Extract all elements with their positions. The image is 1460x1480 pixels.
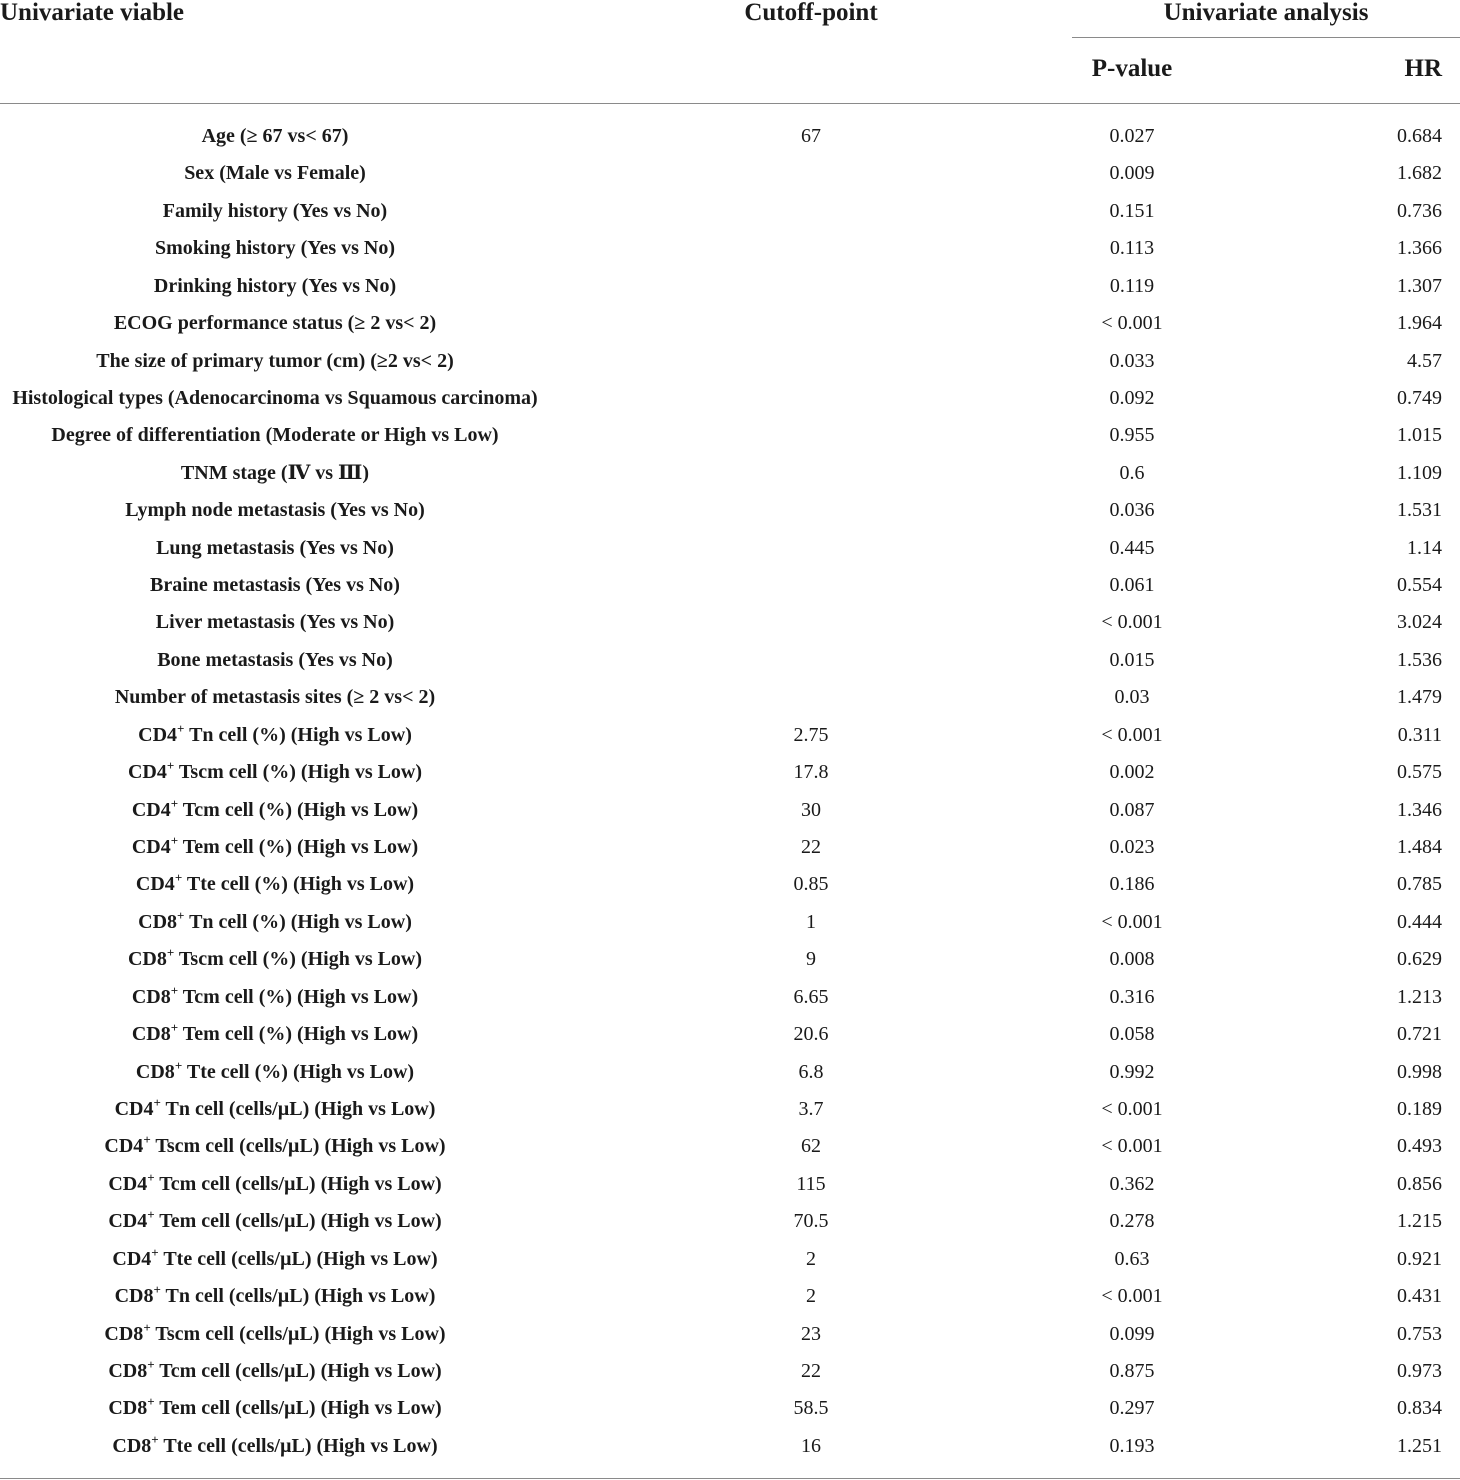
variable-cell: [0, 642, 550, 679]
variable-cell: [0, 155, 550, 192]
p-value-cell: 0.362: [1109, 1172, 1155, 1195]
table-row: [0, 1128, 1460, 1165]
variable-cell: [0, 1203, 550, 1240]
hr-cell: 0.629: [1397, 948, 1442, 971]
variable-label-suffix: Tem cell (cells/µL) (High vs Low): [154, 1397, 442, 1420]
variable-label-suffix: Tscm cell (%) (High vs Low): [174, 948, 423, 971]
table-row: [0, 1203, 1460, 1240]
table-row: [0, 1241, 1460, 1278]
variable-superscript: +: [166, 758, 175, 774]
variable-superscript: +: [143, 1132, 151, 1148]
hr-cell: 0.721: [1397, 1023, 1442, 1046]
hr-cell: 0.856: [1397, 1172, 1442, 1195]
hr-cell: 0.189: [1397, 1097, 1442, 1120]
table-row: [0, 979, 1460, 1016]
variable-label: CD4: [114, 1097, 154, 1120]
variable-label: Drinking history (Yes vs No): [153, 274, 397, 297]
p-value-cell: 0.008: [1109, 948, 1155, 971]
variable-cell: [0, 1166, 550, 1203]
variable-superscript: +: [151, 1431, 159, 1447]
cutoff-cell: 67: [801, 125, 821, 147]
variable-label: CD4: [112, 1247, 152, 1270]
variable-superscript: +: [147, 1356, 155, 1372]
variable-label-suffix: Tn cell (cells/µL) (High vs Low): [160, 1285, 436, 1308]
table-row: [0, 118, 1460, 155]
p-value-cell: 0.099: [1109, 1322, 1155, 1345]
hr-cell: 0.749: [1397, 386, 1442, 409]
variable-label: CD4: [135, 873, 175, 896]
variable-superscript: +: [177, 907, 185, 923]
variable-superscript: +: [143, 1319, 151, 1335]
p-value-cell: 0.119: [1109, 274, 1155, 297]
variable-label: Braine metastasis (Yes vs No): [150, 574, 400, 597]
table-row: [0, 1316, 1460, 1353]
hr-cell: 0.684: [1397, 125, 1442, 147]
variable-label-suffix: Tte cell (%) (High vs Low): [182, 1060, 415, 1083]
variable-label: CD8: [112, 1434, 152, 1457]
variable-cell: [0, 380, 550, 417]
variable-label: CD8: [114, 1285, 154, 1308]
header-p-value: P-value: [1091, 55, 1173, 82]
table-row: [0, 941, 1460, 978]
variable-label: Bone metastasis (Yes vs No): [157, 648, 393, 671]
variable-label-suffix: Tn cell (%) (High vs Low): [184, 723, 412, 746]
variable-superscript: +: [147, 1169, 155, 1185]
header-group-rule: [1072, 37, 1460, 38]
cutoff-cell: 6.65: [793, 985, 829, 1008]
hr-cell: 0.575: [1397, 761, 1442, 784]
variable-label: CD4: [138, 723, 178, 746]
p-value-cell: 0.955: [1109, 424, 1155, 447]
p-value-cell: < 0.001: [1101, 910, 1163, 933]
p-value-cell: 0.009: [1109, 162, 1155, 185]
variable-cell: [0, 530, 550, 567]
hr-cell: 1.484: [1397, 836, 1442, 859]
table-row: [0, 155, 1460, 192]
hr-cell: 1.346: [1397, 798, 1442, 821]
cutoff-cell: 70.5: [793, 1210, 829, 1233]
variable-cell: [0, 754, 550, 791]
cutoff-cell: 23: [801, 1322, 821, 1345]
hr-cell: 1.015: [1397, 424, 1442, 447]
table-row: [0, 417, 1460, 454]
table-row: [0, 193, 1460, 230]
table-row: [0, 1428, 1460, 1465]
hr-cell: 0.736: [1397, 199, 1442, 222]
variable-label: Lung metastasis (Yes vs No): [156, 536, 394, 559]
table-row: [0, 1353, 1460, 1390]
variable-cell: [0, 1390, 550, 1427]
hr-cell: 0.493: [1397, 1135, 1442, 1158]
variable-label: CD8: [135, 1060, 175, 1083]
cutoff-cell: 22: [801, 1359, 821, 1382]
variable-label-suffix: Tem cell (%) (High vs Low): [178, 836, 419, 859]
variable-label: CD4: [131, 798, 171, 821]
hr-cell: 0.998: [1397, 1060, 1442, 1083]
table-row: [0, 679, 1460, 716]
variable-label-suffix: Tscm cell (cells/µL) (High vs Low): [150, 1322, 446, 1345]
variable-cell: [0, 305, 550, 342]
hr-cell: 1.531: [1397, 499, 1442, 522]
variable-cell: [0, 829, 550, 866]
variable-cell: [0, 1054, 550, 1091]
variable-cell: [0, 1428, 550, 1465]
table-row: [0, 455, 1460, 492]
p-value-cell: 0.186: [1109, 873, 1155, 896]
cutoff-cell: 20.6: [793, 1023, 829, 1046]
table-row: [0, 604, 1460, 641]
variable-label: CD4: [127, 761, 167, 784]
variable-superscript: +: [153, 1094, 161, 1110]
cutoff-cell: 62: [801, 1135, 821, 1158]
hr-cell: 1.366: [1397, 237, 1442, 260]
variable-superscript: +: [170, 982, 179, 998]
variable-cell: [0, 941, 550, 978]
p-value-cell: 0.058: [1109, 1023, 1155, 1046]
hr-cell: 3.024: [1397, 611, 1442, 634]
variable-superscript: +: [170, 833, 179, 849]
variable-label: CD4: [108, 1172, 148, 1195]
table-bottom-rule: [0, 1478, 1460, 1479]
table-row: [0, 343, 1460, 380]
header-univariate-analysis: Univariate analysis: [1163, 0, 1369, 26]
variable-label-suffix: Tte cell (cells/µL) (High vs Low): [158, 1434, 438, 1457]
variable-label-suffix: Tscm cell (cells/µL) (High vs Low): [150, 1135, 446, 1158]
cutoff-cell: 2.75: [793, 723, 829, 746]
variable-label: Age (≥ 67 vs< 67): [201, 125, 349, 147]
variable-label: CD4: [104, 1135, 144, 1158]
header-bottom-rule: [0, 103, 1460, 104]
hr-cell: 0.785: [1397, 873, 1442, 896]
hr-cell: 0.973: [1397, 1359, 1442, 1382]
hr-cell: 0.311: [1397, 723, 1442, 746]
variable-superscript: +: [170, 1020, 179, 1036]
variable-label: The size of primary tumor (cm) (≥2 vs< 2): [96, 349, 454, 372]
cutoff-cell: 58.5: [793, 1397, 829, 1420]
cutoff-cell: 0.85: [793, 873, 829, 896]
variable-cell: [0, 492, 550, 529]
variable-superscript: +: [174, 870, 183, 886]
cutoff-cell: 22: [801, 836, 821, 859]
p-value-cell: < 0.001: [1101, 1285, 1163, 1308]
cutoff-cell: 3.7: [798, 1097, 824, 1120]
cutoff-cell: 1: [806, 910, 816, 933]
variable-label-suffix: Tte cell (%) (High vs Low): [182, 873, 415, 896]
variable-label: CD8: [131, 1023, 171, 1046]
table-row: [0, 305, 1460, 342]
variable-label-suffix: Tcm cell (cells/µL) (High vs Low): [154, 1359, 442, 1382]
hr-cell: 0.554: [1397, 574, 1442, 597]
variable-superscript: +: [170, 795, 179, 811]
header-hr: HR: [1404, 55, 1442, 82]
variable-label: ECOG performance status (≥ 2 vs< 2): [113, 312, 437, 335]
hr-cell: 1.213: [1397, 985, 1442, 1008]
cutoff-cell: 17.8: [793, 761, 829, 784]
variable-superscript: +: [147, 1207, 155, 1223]
p-value-cell: 0.151: [1109, 199, 1155, 222]
cutoff-cell: 30: [801, 798, 821, 821]
variable-cell: [0, 455, 550, 492]
hr-cell: 1.215: [1397, 1210, 1442, 1233]
table-row: [0, 268, 1460, 305]
table-row: [0, 754, 1460, 791]
p-value-cell: 0.278: [1109, 1210, 1155, 1233]
p-value-cell: 0.036: [1109, 499, 1155, 522]
p-value-cell: 0.63: [1114, 1247, 1150, 1270]
variable-label: Degree of differentiation (Moderate or High vs Low): [51, 424, 499, 447]
table-row: [0, 1016, 1460, 1053]
p-value-cell: 0.023: [1109, 836, 1155, 859]
variable-label-suffix: Tcm cell (%) (High vs Low): [178, 985, 419, 1008]
p-value-cell: 0.015: [1109, 648, 1155, 671]
variable-label: Lymph node metastasis (Yes vs No): [125, 499, 425, 522]
cutoff-cell: 6.8: [798, 1060, 824, 1083]
table-row: [0, 1091, 1460, 1128]
p-value-cell: 0.03: [1114, 686, 1150, 709]
header-cutoff-point: Cutoff-point: [744, 0, 878, 26]
variable-label: Histological types (Adenocarcinoma vs Squamous carcinoma): [12, 386, 538, 409]
variable-label: Number of metastasis sites (≥ 2 vs< 2): [114, 686, 436, 709]
variable-cell: [0, 268, 550, 305]
hr-cell: 1.479: [1397, 686, 1442, 709]
p-value-cell: < 0.001: [1101, 611, 1163, 634]
cutoff-cell: 2: [806, 1285, 816, 1308]
variable-label-suffix: Tcm cell (%) (High vs Low): [178, 798, 419, 821]
table-row: [0, 492, 1460, 529]
p-value-cell: < 0.001: [1101, 1135, 1163, 1158]
p-value-cell: 0.316: [1109, 985, 1155, 1008]
variable-superscript: +: [177, 720, 185, 736]
variable-cell: [0, 1316, 550, 1353]
p-value-cell: 0.061: [1109, 574, 1155, 597]
p-value-cell: 0.087: [1109, 798, 1155, 821]
table-row: [0, 829, 1460, 866]
cutoff-cell: 16: [801, 1434, 821, 1457]
variable-cell: [0, 567, 550, 604]
hr-cell: 0.444: [1397, 910, 1442, 933]
hr-cell: 1.14: [1407, 536, 1442, 559]
p-value-cell: 0.002: [1109, 761, 1155, 784]
variable-label: CD8: [131, 985, 171, 1008]
p-value-cell: 0.297: [1109, 1397, 1155, 1420]
table-row: [0, 380, 1460, 417]
table-row: [0, 1166, 1460, 1203]
table-row: [0, 717, 1460, 754]
variable-cell: [0, 1278, 550, 1315]
variable-label: Family history (Yes vs No): [162, 199, 388, 222]
cutoff-cell: 115: [796, 1172, 826, 1195]
cutoff-cell: 2: [806, 1247, 816, 1270]
table-row: [0, 904, 1460, 941]
variable-label-suffix: Tscm cell (%) (High vs Low): [174, 761, 423, 784]
header-variable: Univariate viable: [0, 0, 185, 26]
variable-superscript: +: [174, 1057, 183, 1073]
table-row: [0, 230, 1460, 267]
table-row: [0, 1390, 1460, 1427]
variable-label: Sex (Male vs Female): [184, 162, 366, 185]
variable-superscript: +: [147, 1394, 155, 1410]
variable-cell: [0, 1241, 550, 1278]
cutoff-cell: 9: [806, 948, 816, 971]
variable-cell: [0, 979, 550, 1016]
p-value-cell: 0.875: [1109, 1359, 1155, 1382]
variable-label-suffix: Tem cell (cells/µL) (High vs Low): [154, 1210, 442, 1233]
variable-label-suffix: Tte cell (cells/µL) (High vs Low): [158, 1247, 438, 1270]
hr-cell: 1.307: [1397, 274, 1442, 297]
variable-superscript: +: [151, 1244, 159, 1260]
variable-cell: [0, 193, 550, 230]
p-value-cell: 0.027: [1109, 125, 1155, 147]
variable-label: CD8: [127, 948, 167, 971]
variable-cell: [0, 1353, 550, 1390]
hr-cell: 0.431: [1397, 1285, 1442, 1308]
variable-cell: [0, 866, 550, 903]
table-row: [0, 792, 1460, 829]
hr-cell: 0.753: [1397, 1322, 1442, 1345]
variable-label-suffix: Tn cell (%) (High vs Low): [184, 910, 412, 933]
p-value-cell: < 0.001: [1101, 312, 1163, 335]
p-value-cell: 0.6: [1119, 461, 1145, 484]
variable-cell: [0, 679, 550, 716]
p-value-cell: 0.092: [1109, 386, 1155, 409]
hr-cell: 1.536: [1397, 648, 1442, 671]
variable-cell: [0, 1128, 550, 1165]
variable-cell: [0, 904, 550, 941]
variable-label: CD8: [104, 1322, 144, 1345]
variable-cell: [0, 417, 550, 454]
variable-cell: [0, 792, 550, 829]
variable-cell: [0, 717, 550, 754]
variable-label: CD4: [131, 836, 171, 859]
variable-label: CD8: [108, 1359, 148, 1382]
p-value-cell: 0.193: [1109, 1434, 1155, 1457]
variable-cell: [0, 343, 550, 380]
table-row: [0, 530, 1460, 567]
table-row: [0, 866, 1460, 903]
table-row: [0, 1278, 1460, 1315]
table-row: [0, 642, 1460, 679]
hr-cell: 1.682: [1397, 162, 1442, 185]
variable-cell: [0, 1016, 550, 1053]
variable-label: Smoking history (Yes vs No): [154, 237, 396, 260]
p-value-cell: 0.033: [1109, 349, 1155, 372]
hr-cell: 1.251: [1397, 1434, 1442, 1457]
variable-label: Liver metastasis (Yes vs No): [155, 611, 395, 634]
hr-cell: 4.57: [1407, 349, 1442, 372]
p-value-cell: 0.113: [1109, 237, 1155, 260]
variable-label-suffix: Tn cell (cells/µL) (High vs Low): [160, 1097, 436, 1120]
hr-cell: 1.964: [1397, 312, 1442, 335]
variable-superscript: +: [166, 945, 175, 961]
variable-cell: [0, 118, 550, 155]
hr-cell: 1.109: [1397, 461, 1442, 484]
variable-label-suffix: Tcm cell (cells/µL) (High vs Low): [154, 1172, 442, 1195]
variable-superscript: +: [153, 1282, 161, 1298]
p-value-cell: 0.992: [1109, 1060, 1155, 1083]
p-value-cell: < 0.001: [1101, 1097, 1163, 1120]
variable-cell: [0, 230, 550, 267]
hr-cell: 0.921: [1397, 1247, 1442, 1270]
hr-cell: 0.834: [1397, 1397, 1442, 1420]
table-row: [0, 1054, 1460, 1091]
variable-label: CD8: [108, 1397, 148, 1420]
p-value-cell: < 0.001: [1101, 723, 1163, 746]
variable-cell: [0, 1091, 550, 1128]
table-body: [0, 118, 1460, 1465]
table-row: [0, 567, 1460, 604]
p-value-cell: 0.445: [1109, 536, 1155, 559]
variable-cell: [0, 604, 550, 641]
variable-label: CD4: [108, 1210, 148, 1233]
variable-label: TNM stage (Ⅳ vs Ⅲ): [180, 461, 370, 484]
variable-label-suffix: Tem cell (%) (High vs Low): [178, 1023, 419, 1046]
variable-label: CD8: [138, 910, 178, 933]
